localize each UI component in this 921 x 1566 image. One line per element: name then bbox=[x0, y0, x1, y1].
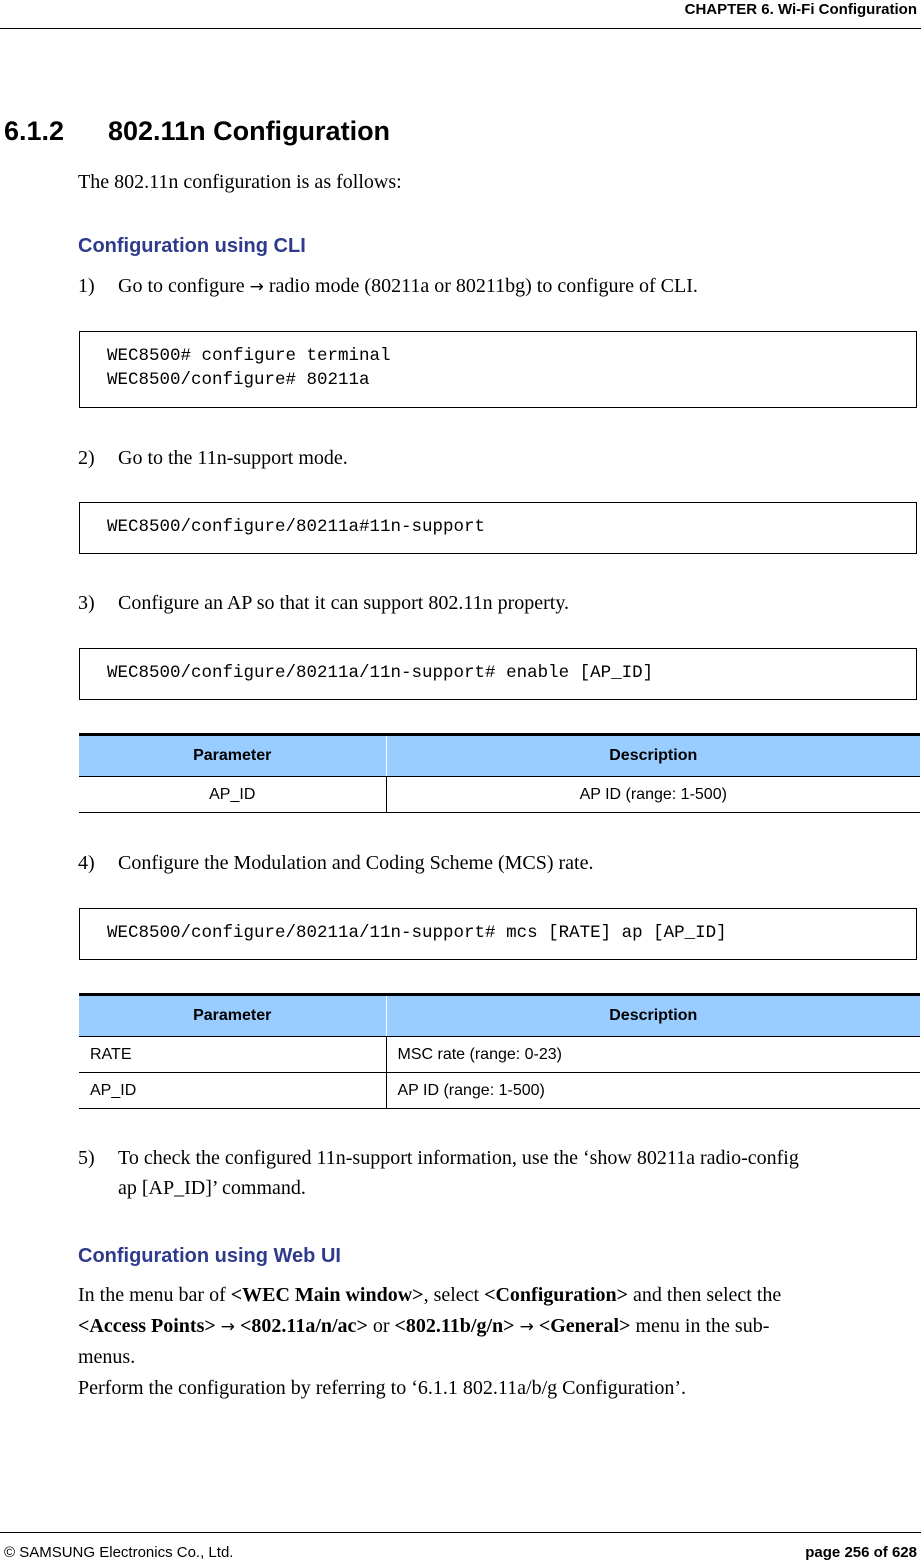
section-heading bbox=[4, 116, 390, 147]
text: , select bbox=[423, 1284, 485, 1306]
step-3 bbox=[78, 592, 569, 615]
step-1-text-b: radio mode (80211a or 80211bg) to configure of CLI. bbox=[263, 275, 698, 297]
step-number: 2) bbox=[78, 447, 95, 469]
code-line: WEC8500# configure terminal bbox=[107, 346, 391, 366]
step-number: 4) bbox=[78, 852, 95, 874]
arrow-right-icon: → bbox=[220, 1317, 236, 1337]
column-header: Parameter bbox=[79, 995, 386, 1037]
text: and then select the bbox=[628, 1284, 782, 1306]
table-cell: AP_ID bbox=[79, 777, 386, 813]
step-3-text: Configure an AP so that it can support 802.11n property. bbox=[118, 592, 570, 614]
step-number: 3) bbox=[78, 592, 95, 614]
table-row bbox=[79, 777, 920, 813]
code-line: WEC8500/configure/80211a#11n-support bbox=[107, 517, 486, 537]
copyright: © SAMSUNG Electronics Co., Ltd. bbox=[4, 1544, 234, 1561]
text: or bbox=[367, 1315, 395, 1337]
column-header: Parameter bbox=[79, 735, 386, 777]
arrow-right-icon: → bbox=[249, 277, 264, 297]
code-block-2 bbox=[79, 502, 917, 554]
code-block-3 bbox=[79, 648, 917, 700]
webui-heading: Configuration using Web UI bbox=[78, 1245, 341, 1267]
code-line: WEC8500/configure/80211a/11n-support# enable [AP_ID] bbox=[107, 663, 654, 683]
chapter-title: CHAPTER 6. Wi-Fi Configuration bbox=[684, 1, 917, 18]
table-row bbox=[79, 1073, 920, 1109]
section-intro: The 802.11n configuration is as follows: bbox=[78, 171, 402, 193]
text: In the menu bar of bbox=[78, 1284, 231, 1306]
table-cell: MSC rate (range: 0-23) bbox=[386, 1037, 920, 1073]
code-block-4 bbox=[79, 908, 917, 960]
page-header bbox=[0, 0, 921, 29]
table-cell: RATE bbox=[79, 1037, 386, 1073]
table-cell: AP_ID bbox=[79, 1073, 386, 1109]
step-1-text-a: Go to configure bbox=[118, 275, 250, 297]
section-number: 6.1.2 bbox=[4, 116, 65, 146]
webui-paragraph-line-1 bbox=[78, 1284, 781, 1307]
cli-heading: Configuration using CLI bbox=[78, 235, 306, 257]
step-5 bbox=[78, 1147, 799, 1170]
menu-ref-80211bgn: <802.11b/g/n> bbox=[394, 1315, 515, 1337]
webui-paragraph-line-2 bbox=[78, 1315, 769, 1338]
step-5-text-line-1: To check the configured 11n-support information, use the ‘show 80211a radio-config bbox=[118, 1147, 799, 1169]
page-number: page 256 of 628 bbox=[805, 1544, 917, 1561]
code-line: WEC8500/configure# 80211a bbox=[107, 370, 370, 390]
step-number: 5) bbox=[78, 1147, 95, 1169]
parameter-table-1 bbox=[79, 733, 920, 813]
step-4-text: Configure the Modulation and Coding Scheme (MCS) rate. bbox=[118, 852, 594, 874]
column-header: Description bbox=[386, 735, 920, 777]
step-number: 1) bbox=[78, 275, 95, 297]
step-2 bbox=[78, 447, 348, 470]
step-1 bbox=[78, 275, 698, 298]
code-line: WEC8500/configure/80211a/11n-support# mcs [RATE] ap [AP_ID] bbox=[107, 923, 727, 943]
menu-ref-access-points: <Access Points> bbox=[78, 1315, 216, 1337]
step-5-text-line-2: ap [AP_ID]’ command. bbox=[118, 1177, 306, 1199]
table-header-row bbox=[79, 995, 920, 1037]
page-footer bbox=[0, 1532, 921, 1566]
menu-ref-configuration: <Configuration> bbox=[484, 1284, 629, 1306]
code-block-1 bbox=[79, 331, 917, 408]
column-header: Description bbox=[386, 995, 920, 1037]
menu-ref-general: <General> bbox=[538, 1315, 631, 1337]
text: menu in the sub- bbox=[630, 1315, 770, 1337]
webui-paragraph-line-4: Perform the configuration by referring to ‘6.1.1 802.11a/b/g Configuration’. bbox=[78, 1377, 686, 1399]
table-row bbox=[79, 1037, 920, 1073]
webui-paragraph-line-3: menus. bbox=[78, 1346, 136, 1368]
menu-ref-main-window: <WEC Main window> bbox=[230, 1284, 424, 1306]
table-header-row bbox=[79, 735, 920, 777]
section-title: 802.11n Configuration bbox=[108, 116, 391, 146]
step-2-text: Go to the 11n-support mode. bbox=[118, 447, 348, 469]
menu-ref-80211anac: <802.11a/n/ac> bbox=[240, 1315, 368, 1337]
table-cell: AP ID (range: 1-500) bbox=[386, 1073, 920, 1109]
arrow-right-icon: → bbox=[519, 1317, 534, 1337]
step-4 bbox=[78, 852, 593, 875]
parameter-table-2 bbox=[79, 993, 920, 1109]
table-cell: AP ID (range: 1-500) bbox=[386, 777, 920, 813]
